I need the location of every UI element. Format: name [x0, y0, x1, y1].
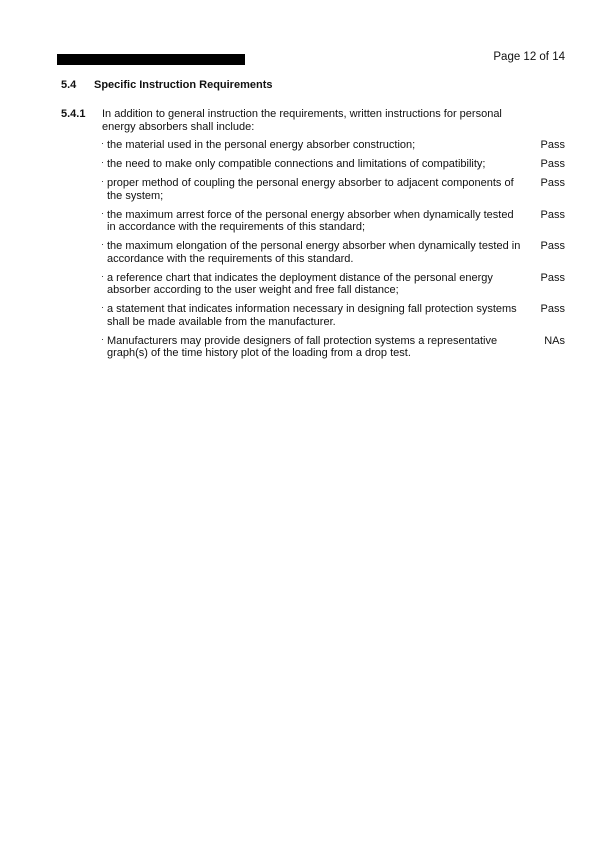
- result-value: Pass: [540, 303, 565, 315]
- page-number: Page 12 of 14: [493, 51, 565, 63]
- subsection-intro: In addition to general instruction the requirements, written instructions for personal energy absorbers shall include:: [102, 108, 502, 133]
- requirement-text: the need to make only compatible connections and limitations of compatibility;: [107, 158, 486, 170]
- result-value: Pass: [540, 177, 565, 189]
- result-value: NAs: [544, 334, 565, 347]
- section-heading: [61, 79, 272, 91]
- requirement-text: the material used in the personal energy absorber construction;: [107, 139, 416, 151]
- bullet: ·: [101, 333, 104, 344]
- result-value: Pass: [540, 271, 565, 284]
- list-item: [101, 240, 571, 265]
- result-value: Pass: [540, 158, 565, 170]
- subsection-5-4-1: [61, 108, 571, 133]
- section-title: Specific Instruction Requirements: [94, 79, 273, 91]
- bullet: ·: [101, 157, 104, 167]
- requirement-text: proper method of coupling the personal energy absorber to adjacent components of the system;: [107, 177, 514, 202]
- requirements-list: [101, 139, 571, 366]
- requirement-text: the maximum elongation of the personal energy absorber when dynamically tested in accordance with the requirements of this standard.: [107, 240, 521, 265]
- list-item: [101, 158, 571, 171]
- list-item: [101, 209, 571, 234]
- result-value: Pass: [540, 208, 565, 221]
- bullet: ·: [101, 207, 104, 218]
- requirement-text: a statement that indicates information necessary in designing fall protection systems shall be made available from the manufacturer.: [107, 303, 517, 328]
- redaction-bar: [57, 54, 245, 65]
- bullet: ·: [101, 302, 104, 312]
- bullet: ·: [101, 176, 104, 186]
- result-value: Pass: [540, 240, 565, 252]
- requirement-text: Manufacturers may provide designers of fall protection systems a representative graph(s) of the time history plot of the loading from a drop test.: [107, 334, 498, 359]
- list-item: [101, 177, 571, 202]
- requirement-text: the maximum arrest force of the personal energy absorber when dynamically tested in accordance with the requirements of this standard;: [107, 208, 514, 233]
- bullet: ·: [101, 239, 104, 249]
- list-item: [101, 303, 571, 328]
- bullet: ·: [101, 270, 104, 281]
- result-value: Pass: [540, 139, 565, 151]
- section-number: 5.4: [61, 79, 77, 91]
- list-item: [101, 272, 571, 297]
- requirement-text: a reference chart that indicates the deployment distance of the personal energy absorber according to the user weight and free fall distance;: [107, 271, 493, 296]
- list-item: [101, 335, 571, 360]
- list-item: [101, 139, 571, 152]
- bullet: ·: [101, 138, 104, 148]
- subsection-number: 5.4.1: [61, 108, 86, 120]
